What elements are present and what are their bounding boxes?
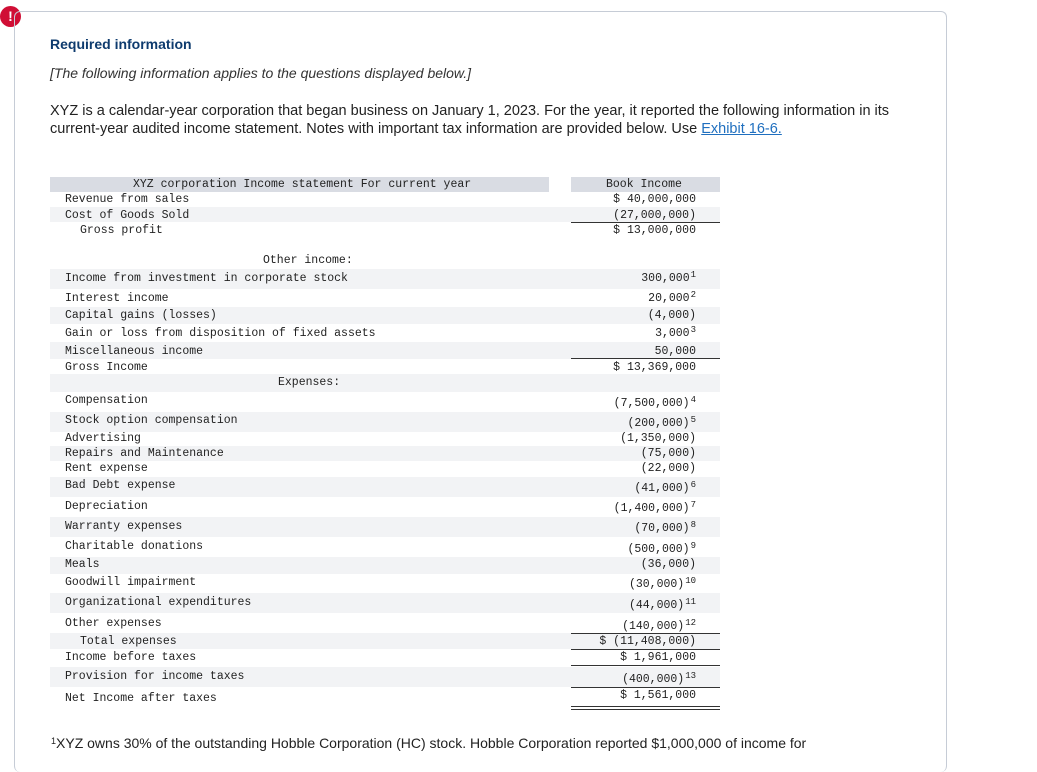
- subtotal-rule: [571, 358, 720, 359]
- repairs-value: (75,000): [640, 447, 696, 460]
- misc-income-label: Miscellaneous income: [65, 345, 204, 358]
- footnote-ref: 8: [690, 520, 696, 530]
- income-before-taxes-label: Income before taxes: [65, 651, 197, 664]
- other-expenses-value: $(140,000)^{12}$: [622, 618, 696, 633]
- goodwill-value: $(30,000)^{10}$: [628, 576, 696, 591]
- rent-label: Rent expense: [65, 462, 148, 475]
- capital-gains-label: Capital gains (losses): [65, 309, 217, 322]
- gross-profit-value: $ 13,000,000: [613, 224, 696, 237]
- other-expenses-label: Other expenses: [65, 617, 162, 630]
- income-tax-value: $(400,000)^{13}$: [622, 671, 696, 686]
- stock-option-label: Stock option compensation: [65, 414, 238, 427]
- bad-debt-label: Bad Debt expense: [65, 479, 176, 492]
- footnote-ref: 5: [690, 415, 696, 425]
- total-expenses-label: Total expenses: [80, 635, 177, 648]
- income-tax-label: Provision for income taxes: [65, 670, 245, 683]
- compensation-value: $(7,500,000)^4$: [613, 395, 696, 410]
- footnote-ref: 4: [690, 395, 696, 405]
- footnote-ref: 13: [685, 671, 696, 681]
- footnote-ref: 3: [690, 325, 696, 335]
- rent-value: (22,000): [640, 462, 696, 475]
- required-information-heading: Required information: [50, 36, 192, 52]
- footnote-ref: 11: [685, 597, 696, 607]
- footnote-ref: 6: [690, 480, 696, 490]
- advertising-value: (1,350,000): [620, 432, 696, 445]
- advertising-label: Advertising: [65, 432, 141, 445]
- income-before-taxes-value: $ 1,961,000: [620, 651, 696, 664]
- charitable-value: $(500,000)^9$: [627, 541, 696, 556]
- investment-income-label: Income from investment in corporate stock: [65, 272, 348, 285]
- revenue-label: Revenue from sales: [65, 193, 190, 206]
- footnote-ref: 12: [685, 618, 696, 628]
- gross-income-value: $ 13,369,000: [613, 361, 696, 374]
- gain-disposition-label: Gain or loss from disposition of fixed assets: [65, 327, 376, 340]
- row-band: [50, 374, 720, 392]
- meals-label: Meals: [65, 558, 100, 571]
- capital-gains-value: (4,000): [647, 309, 696, 322]
- intro-text: XYZ is a calendar-year corporation that began business on January 1, 2023. For the year, it reported the following information in its current-year audited income statement. Notes with important tax information are provided below. Use: [50, 103, 890, 137]
- row-band: [50, 557, 720, 574]
- expenses-heading: Expenses:: [278, 376, 341, 389]
- other-income-heading: Other income:: [263, 254, 353, 267]
- footnote-text: XYZ owns 30% of the outstanding Hobble Corporation (HC) stock. Hobble Corporation reported $1,000,000 of income for: [56, 735, 807, 751]
- cogs-label: Cost of Goods Sold: [65, 209, 190, 222]
- info-subtitle: [The following information applies to the questions displayed below.]: [50, 65, 472, 81]
- subtotal-rule: [571, 222, 720, 223]
- exhibit-link[interactable]: Exhibit 16-6.: [701, 121, 782, 137]
- organizational-value: $(44,000)^{11}$: [628, 597, 696, 612]
- footnote-ref: 9: [690, 541, 696, 551]
- depreciation-label: Depreciation: [65, 500, 148, 513]
- gross-profit-label: Gross profit: [80, 224, 163, 237]
- compensation-label: Compensation: [65, 394, 148, 407]
- subtotal-rule: [571, 665, 720, 666]
- bad-debt-value: $(41,000)^6$: [634, 480, 696, 495]
- footnote-marker: 1: [51, 736, 57, 746]
- net-income-label: Net Income after taxes: [65, 692, 217, 705]
- footnote-ref: 2: [690, 290, 696, 300]
- organizational-label: Organizational expenditures: [65, 596, 252, 609]
- goodwill-label: Goodwill impairment: [65, 576, 197, 589]
- misc-income-value: 50,000: [654, 345, 696, 358]
- footnote-ref: 1: [690, 270, 696, 280]
- stock-option-value: $(200,000)^5$: [627, 415, 696, 430]
- depreciation-value: $(1,400,000)^7$: [613, 500, 696, 515]
- warranty-label: Warranty expenses: [65, 520, 183, 533]
- gain-disposition-value: 3,000$^3$: [655, 325, 696, 340]
- total-double-rule: [571, 706, 720, 707]
- table-title: XYZ corporation Income statement For current year: [133, 178, 472, 191]
- alert-icon: !: [0, 6, 21, 27]
- meals-value: (36,000): [640, 558, 696, 571]
- interest-income-label: Interest income: [65, 292, 169, 305]
- book-income-header: Book Income: [606, 178, 682, 191]
- subtotal-rule: [571, 633, 720, 634]
- charitable-label: Charitable donations: [65, 540, 204, 553]
- footnote-ref: 10: [685, 576, 696, 586]
- subtotal-rule: [571, 687, 720, 688]
- cogs-value: (27,000,000): [613, 209, 696, 222]
- gross-income-label: Gross Income: [65, 361, 148, 374]
- total-double-rule: [571, 709, 720, 710]
- revenue-value: $ 40,000,000: [613, 193, 696, 206]
- repairs-label: Repairs and Maintenance: [65, 447, 224, 460]
- interest-income-value: 20,000$^2$: [648, 290, 696, 305]
- net-income-value: $ 1,561,000: [620, 689, 696, 702]
- warranty-value: $(70,000)^8$: [634, 520, 696, 535]
- total-expenses-value: $ (11,408,000): [599, 635, 696, 648]
- investment-income-value: 300,000$^1$: [641, 270, 696, 285]
- footnote-ref: 7: [690, 500, 696, 510]
- footnote-1: [50, 735, 806, 751]
- intro-paragraph: [50, 102, 900, 138]
- subtotal-rule: [571, 649, 720, 650]
